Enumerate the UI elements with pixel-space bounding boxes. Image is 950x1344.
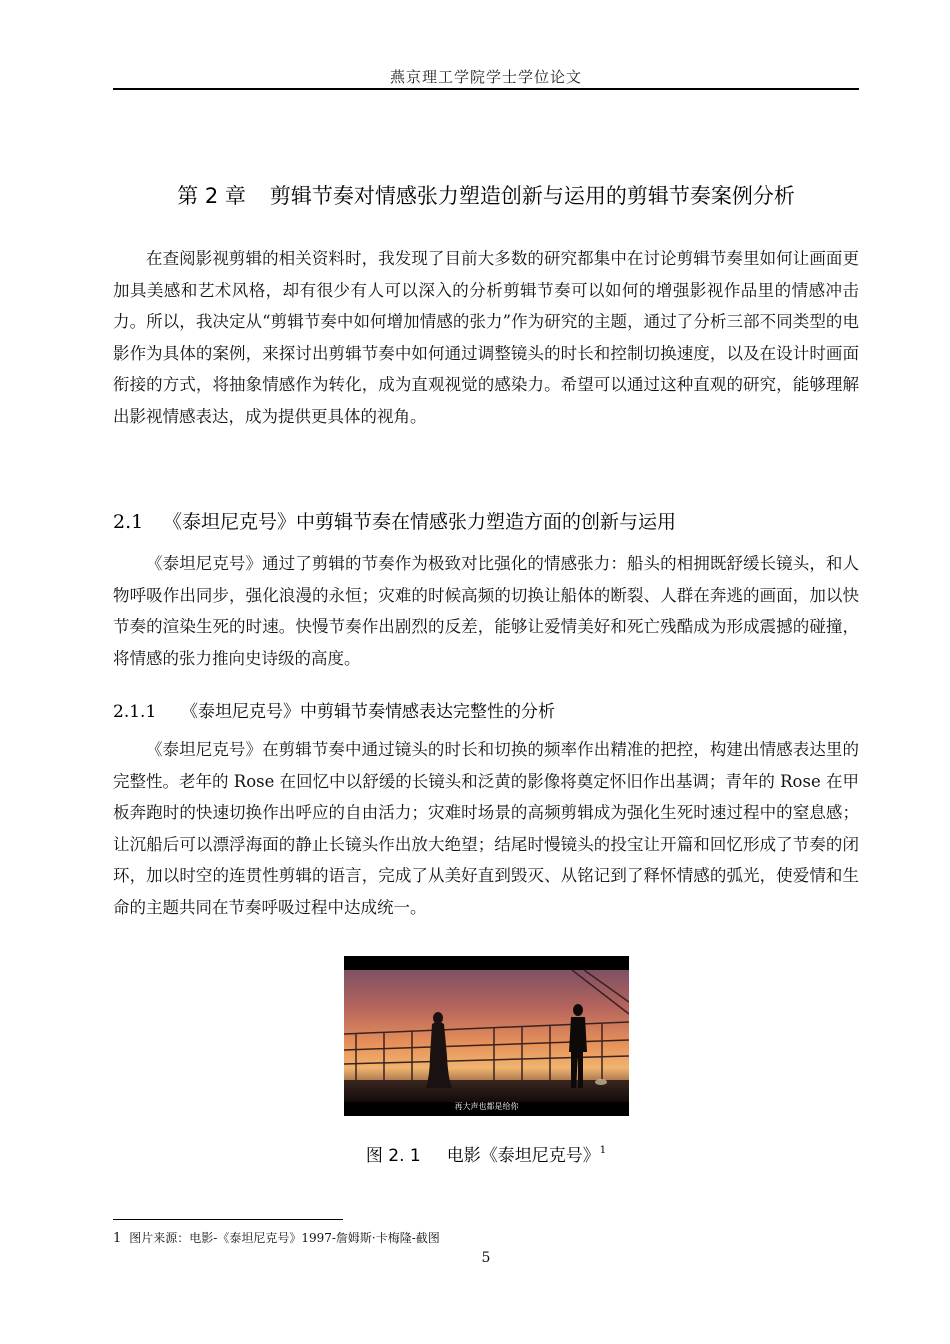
footnote-number: 1 [113, 1231, 122, 1246]
running-header: 燕京理工学院学士学位论文 [389, 68, 582, 86]
movie-subtitle: 再大声也都是给你 [454, 1102, 519, 1111]
subsection-number: 2.1.1 [113, 702, 157, 722]
page-number: 5 [481, 1250, 491, 1266]
header-rule [113, 88, 859, 90]
section-2-1-1-paragraph: 《泰坦尼克号》在剪辑节奏中通过镜头的时长和切换的频率作出精准的把控，构建出情感表达里的完整性。老年的 Rose 在回忆中以舒缓的长镜头和泛黄的影像将奠定怀旧作出基调；青年的 Rose 在甲板奔跑时的快速切换作出呼应的自由活力；灾难时场景的高频剪辑成为强化生死时速过程中的窒息感；让沉船后可以漂浮海面的静止长镜头作出放大绝望；结尾时慢镜头的投宝让开篇和回忆形成了节奏的闭环，加以时空的连贯性剪辑的语言，完成了从美好直到毁灭、从铭记到了释怀情感的弧光，使爱情和生命的主题共同在节奏呼吸过程中达成统一。 [113, 740, 859, 917]
movie-still-image [344, 956, 629, 1116]
section-2-1-paragraph: 《泰坦尼克号》通过了剪辑的节奏作为极致对比强化的情感张力：船头的相拥既舒缓长镜头，和人物呼吸作出同步，强化浪漫的永恒；灾难的时候高频的切换让船体的断裂、人群在奔逃的画面，加以快节奏的渲染生死的时速。快慢节奏作出剧烈的反差，能够让爱情美好和死亡残酷成为形成震撼的碰撞，将情感的张力推向史诗级的高度。 [113, 554, 859, 668]
footnote-reference: 1 [599, 1145, 607, 1156]
figure-caption-text: 电影《泰坦尼克号》 [446, 1146, 600, 1166]
section-title: 《泰坦尼克号》中剪辑节奏在情感张力塑造方面的创新与运用 [163, 511, 677, 533]
footnote [113, 1229, 440, 1246]
footnote-text: 图片来源：电影-《泰坦尼克号》1997-詹姆斯·卡梅隆-截图 [129, 1231, 440, 1245]
figure-number: 图 2. 1 [365, 1146, 421, 1166]
section-2-1-heading [113, 507, 859, 534]
subsection-title: 《泰坦尼克号》中剪辑节奏情感表达完整性的分析 [181, 702, 555, 722]
ship-railing-icon [344, 970, 629, 1082]
chapter-title-text: 剪辑节奏对情感张力塑造创新与运用的剪辑节奏案例分析 [269, 184, 795, 208]
figure-caption [113, 1141, 859, 1166]
chapter-title [113, 180, 859, 210]
chapter-number: 第 2 章 [177, 184, 246, 208]
footnote-rule [113, 1219, 343, 1220]
intro-paragraph: 在查阅影视剪辑的相关资料时，我发现了目前大多数的研究都集中在讨论剪辑节奏里如何让画面更加具美感和艺术风格，却有很少有人可以深入的分析剪辑节奏可以如何的增强影视作品里的情感冲击力。所以，我决定从“剪辑节奏中如何增加情感的张力”作为研究的主题，通过了分析三部不同类型的电影作为具体的案例，来探讨出剪辑节奏中如何通过调整镜头的时长和控制切换速度，以及在设计时画面衔接的方式，将抽象情感作为转化，成为直观视觉的感染力。希望可以通过这种直观的研究，能够理解出影视情感表达，成为提供更具体的视角。 [113, 249, 859, 426]
section-2-1-1-heading [113, 697, 859, 722]
section-number: 2.1 [113, 511, 144, 533]
woman-silhouette-icon [426, 1012, 452, 1088]
movie-still-illustration [344, 956, 629, 1116]
man-silhouette-icon [569, 1004, 587, 1088]
